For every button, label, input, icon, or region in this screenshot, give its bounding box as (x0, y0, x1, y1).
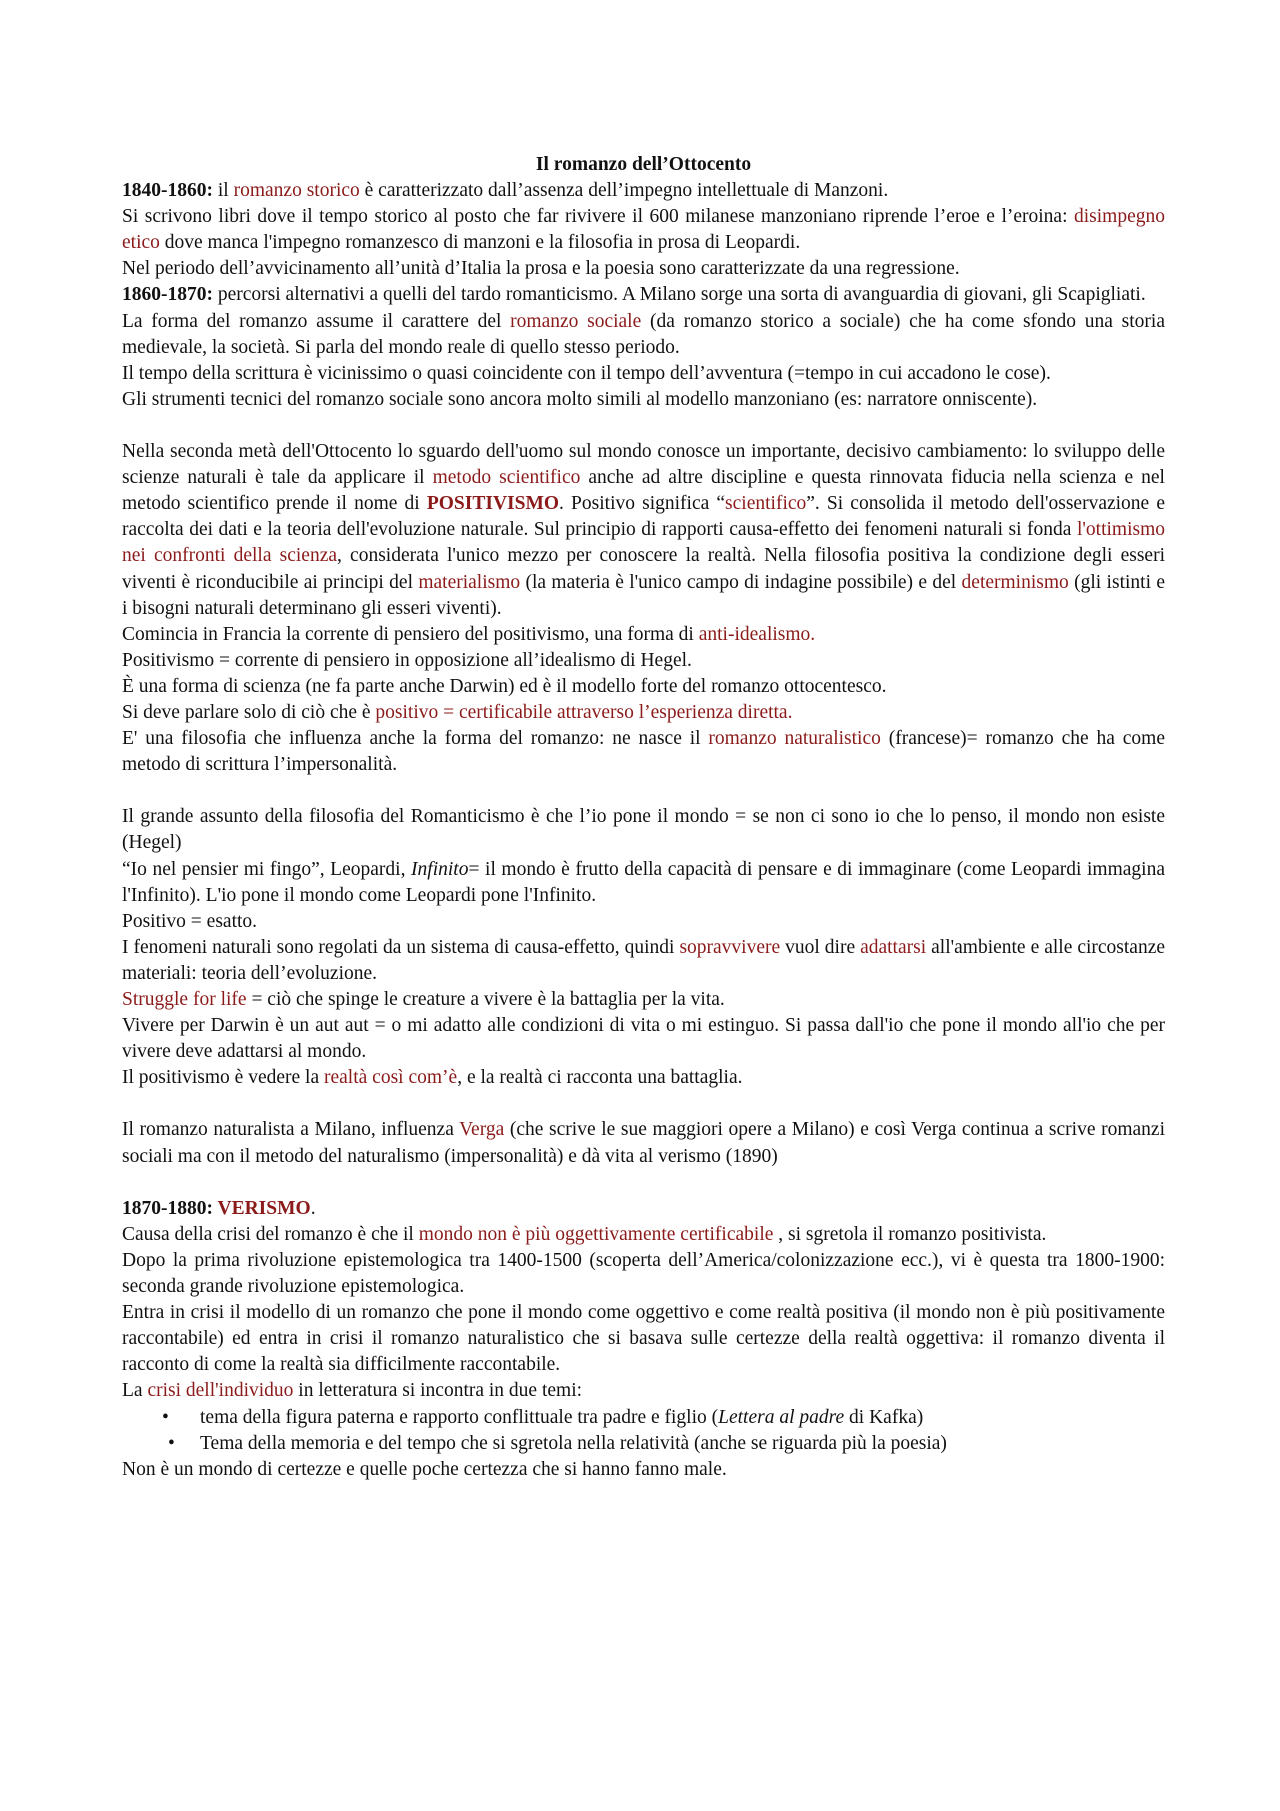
text-run: Si deve parlare solo di ciò che è (122, 701, 376, 723)
paragraph-1870-1880 (122, 1196, 1165, 1222)
text-run: E' una filosofia che influenza anche la forma del romanzo: ne nasce il (122, 728, 709, 750)
text-run: di Kafka) (844, 1406, 924, 1428)
bullet-icon: • (162, 1406, 169, 1428)
period-label: 1860-1870: (122, 284, 213, 306)
paragraph-crisi-individuo (122, 1378, 1165, 1404)
highlight-term: anti-idealismo. (698, 623, 816, 645)
text-run: Il positivismo è vedere la (122, 1067, 324, 1089)
highlight-term: VERISMO (217, 1197, 311, 1219)
text-run: . (310, 1197, 316, 1219)
paragraph-crisi-romanzo (122, 1222, 1165, 1248)
text-run: è caratterizzato dall’assenza dell’impegno intellettuale di Manzoni. (359, 180, 889, 202)
list-item (122, 1431, 1165, 1457)
text-run: ”. Si consolida il metodo dell'osservazione e raccolta dei dati e la teoria dell'evoluzione naturale. Sul principio di rapporti causa-effetto dei fenomeni naturali si fonda (122, 493, 1165, 541)
blank-line (122, 1170, 1165, 1196)
text-run: Comincia in Francia la corrente di pensiero del positivismo, una forma di (122, 623, 699, 645)
paragraph-1840-1860 (122, 178, 1165, 204)
blank-line (122, 778, 1165, 804)
text-run: Causa della crisi del romanzo è che il (122, 1223, 419, 1245)
paragraph-romanzo-naturalistico (122, 726, 1165, 778)
highlight-term: Verga (459, 1119, 505, 1141)
text-run: Il romanzo naturalista a Milano, influenza (122, 1119, 460, 1141)
text-run: percorsi alternativi a quelli del tardo romanticismo. A Milano sorge una sorta di avanguardia di giovani, gli Scapigliati. (213, 284, 1146, 306)
blank-line (122, 1091, 1165, 1117)
text-run: (gli istinti e i bisogni naturali determinano gli esseri viventi). (122, 571, 1165, 619)
period-label: 1870-1880: (122, 1197, 218, 1219)
highlight-term: romanzo storico (233, 180, 360, 202)
paragraph-hegel: Positivismo = corrente di pensiero in opposizione all’idealismo di Hegel. (122, 649, 692, 671)
text-run: Tema della memoria e del tempo che si sgretola nella relatività (anche se riguarda più la poesia) (200, 1432, 947, 1454)
blank-line (122, 413, 1165, 439)
paragraph-disimpegno (122, 204, 1165, 256)
paragraph-romanzo-sociale (122, 309, 1165, 361)
highlight-term: POSITIVISMO (426, 493, 560, 515)
paragraph-tempo-scrittura: Il tempo della scrittura è vicinissimo o quasi coincidente con il tempo dell’avventura (=tempo in cui accadono le cose). (122, 362, 1051, 384)
text-run: = ciò che spinge le creature a vivere è la battaglia per la vita. (246, 989, 725, 1010)
period-label: 1840-1860: (122, 180, 213, 202)
paragraph-positivismo (122, 439, 1165, 622)
paragraph-aut-aut: Vivere per Darwin è un aut aut = o mi adatto alle condizioni di vita o mi estinguo. Si passa dall'io che pone il mondo all'io che per vivere deve adattarsi al mondo. (122, 1015, 1165, 1063)
text-run: (da romanzo storico a sociale) che ha come sfondo una storia medievale, la società. Si parla del mondo reale di quello stesso periodo. (122, 310, 1165, 358)
paragraph-anti-idealismo (122, 622, 1165, 648)
text-run: (che scrive le sue maggiori opere a Milano) e così Verga continua a scrive romanzi sociali ma con il metodo del naturalismo (impersonalità) e dà vita al verismo (1890) (122, 1119, 1165, 1167)
text-run: Nella seconda metà dell'Ottocento lo sguardo dell'uomo sul mondo conosce un importante, decisivo cambiamento: lo sviluppo delle scienze naturali è tale da applicare il (122, 441, 1165, 489)
highlight-term: adattarsi (860, 936, 927, 958)
paragraph-realta (122, 1065, 1165, 1091)
highlight-term: romanzo naturalistico (708, 728, 881, 750)
text-run: , considerata l'unico mezzo per conoscere la realtà. Nella filosofia positiva la condizione degli esseri viventi è riconducibile ai principi del (122, 545, 1165, 593)
highlight-term: metodo scientifico (432, 467, 581, 489)
paragraph-positivo-esatto: Positivo = esatto. (122, 910, 258, 932)
text-run: (la materia è l'unico campo di indagine possibile) e del (520, 571, 962, 593)
paragraph-struggle-for-life (122, 987, 1165, 1013)
text-run: dove manca l'impegno romanzesco di manzoni e la filosofia in prosa di Leopardi. (159, 232, 801, 254)
paragraph-romanticismo: Il grande assunto della filosofia del Romanticismo è che l’io pone il mondo = se non ci sono io che lo penso, il mondo non esiste (Hegel) (122, 806, 1165, 854)
paragraph-rivoluzione-epistemologica: Dopo la prima rivoluzione epistemologica tra 1400-1500 (scoperta dell’America/colonizzazione ecc.), vi è questa tra 1800-1900: seconda grande rivoluzione epistemologica. (122, 1249, 1165, 1298)
paragraph-darwin: È una forma di scienza (ne fa parte anche Darwin) ed è il modello forte del romanzo ottocentesco. (122, 675, 887, 697)
paragraph-fenomeni-naturali (122, 935, 1165, 987)
paragraph-leopardi (122, 857, 1165, 909)
paragraph-regressione: Nel periodo dell’avvicinamento all’unità d’Italia la prosa e la poesia sono caratterizzate da una regressione. (122, 258, 960, 280)
highlight-term: l'ottimismo nei confronti della scienza (122, 519, 1165, 567)
text-run: (francese)= romanzo che ha come metodo di scrittura l’impersonalità. (122, 728, 1165, 776)
paragraph-verga (122, 1117, 1165, 1169)
text-run: I fenomeni naturali sono regolati da un sistema di causa-effetto, quindi (122, 936, 680, 958)
highlight-term: scientifico (725, 493, 807, 515)
text-run: il (213, 180, 234, 202)
italic-term: Lettera al padre (718, 1406, 845, 1428)
paragraph-positivo (122, 700, 1165, 726)
themes-list (122, 1405, 1165, 1457)
italic-term: Infinito (411, 858, 469, 880)
paragraph-1860-1870 (122, 282, 1165, 308)
highlight-term: materialismo (418, 571, 521, 593)
text-run: vuol dire (780, 936, 861, 958)
paragraph-certezze: Non è un mondo di certezze e quelle poche certezza che si hanno fanno male. (122, 1458, 727, 1480)
highlight-term: romanzo sociale (510, 310, 642, 332)
highlight-term: positivo = certificabile attraverso l’esperienza diretta. (375, 701, 793, 723)
text-run: anche ad altre discipline e questa rinnovata fiducia nella scienza e nel metodo scientifico prende il nome di (122, 467, 1165, 515)
highlight-term: sopravvivere (679, 936, 781, 958)
text-run: , si sgretola il romanzo positivista. (773, 1223, 1047, 1245)
document-title: Il romanzo dell’Ottocento (535, 154, 752, 175)
highlight-term: realtà così com’è (324, 1067, 458, 1089)
highlight-term: crisi dell'individuo (147, 1380, 294, 1402)
paragraph-crisi-modello: Entra in crisi il modello di un romanzo che pone il mondo come oggettivo e come realtà positiva (il mondo non è più positivamente raccontabile) ed entra in crisi il romanzo naturalistico che si basava sulle certezze della realtà oggettiva: il romanzo diventa il racconto di come la realtà sia difficilmente raccontabile. (122, 1302, 1165, 1376)
paragraph-strumenti-tecnici: Gli strumenti tecnici del romanzo sociale sono ancora molto simili al modello manzoniano (es: narratore onniscente). (122, 388, 1038, 410)
text-run: tema della figura paterna e rapporto conflittuale tra padre e figlio ( (200, 1406, 719, 1428)
document-page (122, 152, 1165, 1483)
list-item (122, 1405, 1165, 1431)
text-run: all'ambiente e alle circostanze materiali: teoria dell’evoluzione. (122, 936, 1166, 984)
text-run: Si scrivono libri dove il tempo storico al posto che far rivivere il 600 milanese manzoniano riprende l’eroe e l’eroina: (122, 206, 1074, 228)
highlight-term: Struggle for life (122, 989, 247, 1010)
text-run: in letteratura si incontra in due temi: (293, 1380, 583, 1402)
text-run: , e la realtà ci racconta una battaglia. (457, 1067, 743, 1089)
highlight-term: mondo non è più oggettivamente certificabile (418, 1223, 774, 1245)
highlight-term: disimpegno etico (122, 206, 1165, 254)
bullet-icon: • (168, 1432, 175, 1454)
text-run: La (122, 1380, 148, 1402)
text-run: La forma del romanzo assume il carattere del (122, 310, 511, 332)
text-run: . Positivo significa “ (559, 493, 726, 515)
highlight-term: determinismo (961, 571, 1069, 593)
text-run: “Io nel pensier mi fingo”, Leopardi, (122, 858, 412, 880)
text-run: = il mondo è frutto della capacità di pensare e di immaginare (come Leopardi immagina l'Infinito). L'io pone il mondo come Leopardi pone l'Infinito. (122, 858, 1165, 906)
